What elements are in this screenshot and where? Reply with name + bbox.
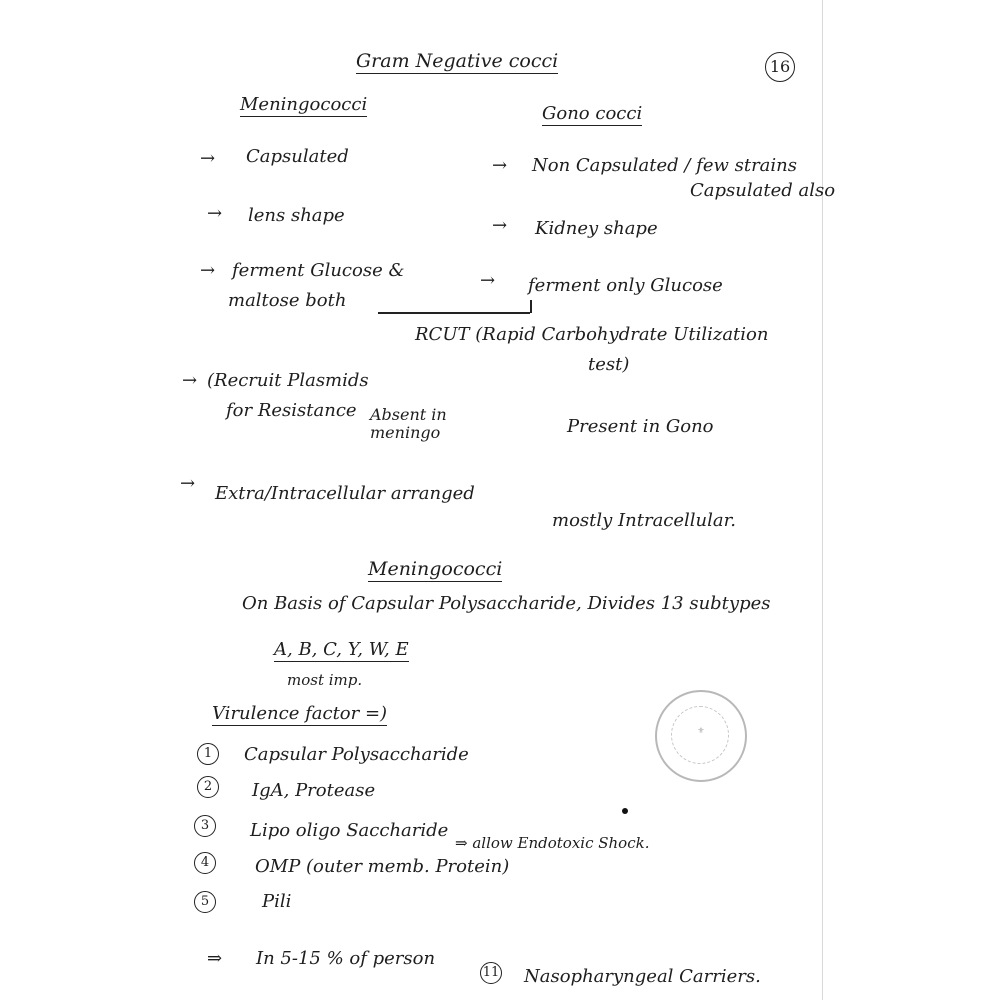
section-heading: Meningococci bbox=[368, 558, 503, 580]
row1-left: Capsulated bbox=[246, 146, 349, 167]
serogroups: A, B, C, Y, W, E bbox=[274, 639, 409, 660]
rcut-text: RCUT (Rapid Carbohydrate Utilization bbox=[415, 324, 769, 345]
plasmid-text: (Recruit Plasmids bbox=[207, 370, 369, 391]
row1-right: Non Capsulated / few strains bbox=[532, 155, 797, 176]
ink-dot bbox=[622, 808, 628, 814]
bracket-line bbox=[530, 300, 532, 313]
row3-left: ferment Glucose & bbox=[232, 260, 405, 281]
arrow-icon: → bbox=[200, 260, 216, 281]
serogroups-note: most imp. bbox=[287, 671, 363, 689]
library-stamp-icon: ⚜ bbox=[655, 690, 747, 782]
bottom-line-right: Nasopharyngeal Carriers. bbox=[524, 966, 761, 987]
bracket-line bbox=[378, 312, 530, 314]
virulence-item: Pili bbox=[262, 891, 292, 912]
arrangement-left: Extra/Intracellular arranged bbox=[215, 483, 475, 504]
plasmid-absent: Absent in meningo bbox=[370, 405, 447, 442]
virulence-item: Lipo oligo Saccharide bbox=[250, 820, 449, 841]
item-number-badge: 5 bbox=[194, 891, 216, 913]
arrow-icon: → bbox=[207, 203, 223, 224]
page-title: Gram Negative cocci bbox=[356, 50, 559, 72]
virulence-item: OMP (outer memb. Protein) bbox=[255, 856, 510, 877]
virulence-item: IgA, Protease bbox=[252, 780, 376, 801]
page-number: 16 bbox=[765, 52, 795, 82]
bottom-line-left: In 5-15 % of person bbox=[256, 948, 436, 969]
arrow-icon: → bbox=[180, 473, 196, 494]
implies-icon: ⇒ bbox=[207, 948, 223, 969]
arrow-icon: → bbox=[492, 215, 508, 236]
row3-left-line2: maltose both bbox=[228, 290, 347, 311]
arrow-icon: → bbox=[200, 148, 216, 169]
arrow-icon: → bbox=[182, 370, 198, 391]
row2-left: lens shape bbox=[248, 205, 345, 226]
circled-number: 11 bbox=[480, 962, 502, 984]
row3-right: ferment only Glucose bbox=[528, 275, 723, 296]
page-edge bbox=[822, 0, 823, 1000]
item-number-badge: 1 bbox=[197, 743, 219, 765]
item-number-badge: 3 bbox=[194, 815, 216, 837]
rcut-text-line2: test) bbox=[588, 354, 630, 375]
col-heading-gonococci: Gono cocci bbox=[542, 103, 643, 124]
arrow-icon: → bbox=[492, 155, 508, 176]
virulence-item: Capsular Polysaccharide bbox=[244, 744, 469, 765]
item-number-badge: 2 bbox=[197, 776, 219, 798]
row1-right-line2: Capsulated also bbox=[690, 180, 836, 201]
row2-right: Kidney shape bbox=[535, 218, 658, 239]
arrow-icon: → bbox=[480, 270, 496, 291]
arrangement-right: mostly Intracellular. bbox=[552, 510, 736, 531]
plasmid-present: Present in Gono bbox=[567, 416, 714, 437]
virulence-heading: Virulence factor =) bbox=[212, 703, 388, 724]
plasmid-text-line2: for Resistance bbox=[226, 400, 357, 421]
item-number-badge: 4 bbox=[194, 852, 216, 874]
basis-line: On Basis of Capsular Polysaccharide, Divides 13 subtypes bbox=[242, 593, 771, 614]
col-heading-meningococci: Meningococci bbox=[240, 94, 368, 115]
virulence-item-extra: ⇒ allow Endotoxic Shock. bbox=[455, 834, 650, 852]
